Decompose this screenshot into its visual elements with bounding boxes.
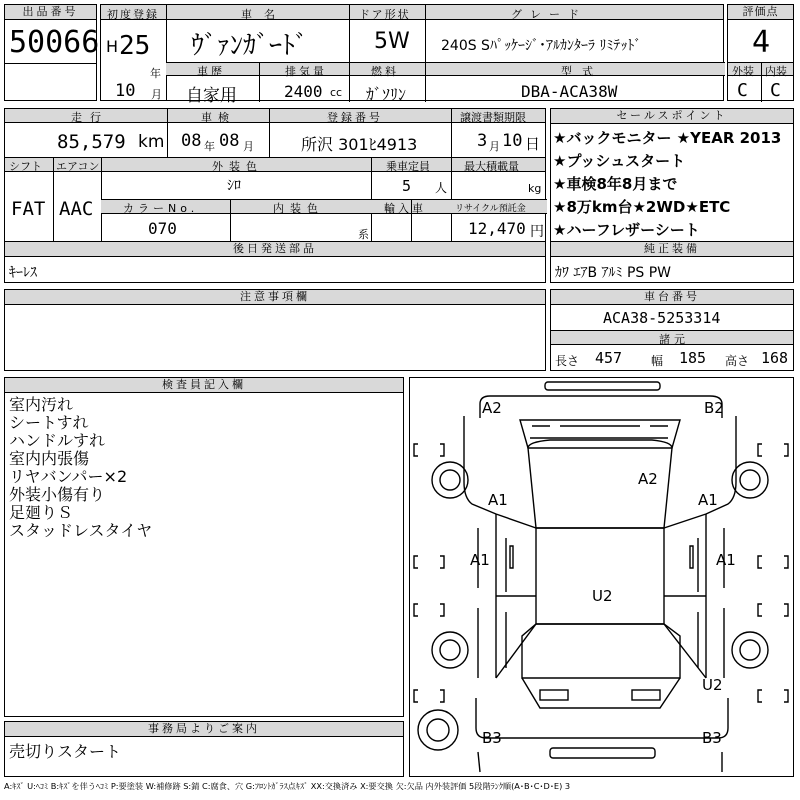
load-unit: kg (528, 182, 542, 195)
score-box (727, 4, 794, 101)
note-7: 足廻りＳ (9, 503, 74, 522)
top-info-box (100, 4, 724, 106)
month: 10 (115, 81, 136, 101)
displacement: 2400 (284, 82, 323, 101)
selling-point-2: ★プッシュスタート (553, 152, 686, 170)
length-label: 長さ (555, 354, 580, 368)
exterior-color: ｼﾛ (227, 178, 241, 194)
deadline-day: 10 (502, 131, 523, 151)
height: 168 (761, 349, 789, 367)
selling-points-box (550, 108, 794, 242)
load-label: 最大積載量 (464, 160, 519, 173)
caution-box (4, 289, 546, 371)
inspector-box (4, 377, 404, 717)
width-label: 幅 (651, 354, 664, 368)
score-label: 評価点 (728, 5, 793, 20)
insp-month-unit: 月 (243, 140, 254, 153)
grade: 240S Sﾊﾟｯｹｰｼﾞ･ｱﾙｶﾝﾀｰﾗ ﾘﾐﾃｯﾄﾞ (441, 38, 642, 54)
fuel-label: 燃料 (371, 65, 399, 78)
caution-label: 注意事項欄 (5, 290, 545, 305)
reg-year-label: 初度登録 (107, 8, 159, 21)
model-label: 型式 (561, 65, 603, 78)
selling-points-label: セールスポイント (551, 109, 793, 124)
damage-a1-right-front: A1 (698, 491, 718, 509)
damage-u2-rear-right: U2 (702, 676, 723, 694)
chassis-label: 車台番号 (551, 290, 793, 305)
car-diagram-svg (410, 378, 793, 776)
displacement-unit: cc (330, 86, 343, 99)
shift: FAT (11, 198, 46, 220)
recycle-label: リサイクル預託金 (455, 204, 526, 214)
inspector-label: 検査員記入欄 (5, 378, 403, 393)
later-parts-label: 後日発送部品 (5, 242, 545, 257)
office-box (4, 721, 404, 777)
deadline-month-unit: 月 (489, 140, 500, 153)
length: 457 (595, 349, 623, 367)
selling-point-3: ★車検8年8月まで (553, 175, 678, 193)
equipment-box (550, 241, 794, 283)
selling-point-4: ★8万km台★2WD★ETC (553, 198, 731, 216)
car-name: ｳﾞｧﾝｶﾞｰﾄﾞ (191, 31, 309, 61)
damage-a2-roof: A2 (638, 470, 658, 488)
capacity-unit: 人 (435, 181, 448, 195)
ac-label: エアコン (56, 160, 100, 173)
note-2: シートすれ (9, 413, 89, 432)
inspector-notes (9, 396, 152, 540)
damage-b2-top-right: B2 (704, 399, 724, 417)
grade-label: グレード (511, 8, 587, 21)
intcolor-label: 内装色 (273, 202, 324, 215)
damage-a1-left-door: A1 (470, 551, 490, 569)
displacement-label: 排気量 (285, 65, 327, 78)
interior-label: 内装 (765, 65, 787, 78)
note-6: 外装小傷有り (9, 485, 106, 504)
later-parts-value: ｷｰﾚｽ (9, 265, 37, 281)
month-unit: 月 (151, 88, 162, 101)
width: 185 (679, 349, 707, 367)
office-label: 事務局よりご案内 (5, 722, 403, 737)
deadline-day-unit: 日 (525, 135, 541, 153)
car-name-label: 車名 (241, 8, 287, 21)
damage-u2-center: U2 (592, 587, 613, 605)
capacity: 5 (402, 177, 412, 195)
dimensions-label: 諸元 (659, 333, 689, 346)
mileage: 85,579 (57, 131, 126, 153)
recycle-unit: 円 (530, 224, 544, 240)
model: DBA-ACA38W (521, 82, 618, 101)
note-8: スタッドレスタイヤ (9, 521, 153, 540)
damage-a1-right-door: A1 (716, 551, 736, 569)
fuel: ｶﾞｿﾘﾝ (366, 85, 407, 104)
ac: AAC (59, 198, 94, 220)
chassis-box (550, 289, 794, 371)
deadline-month: 3 (477, 131, 488, 151)
office-value: 売切りスタート (9, 742, 122, 761)
year: 25 (119, 31, 151, 61)
lot-box (4, 4, 100, 101)
interior-grade: C (770, 80, 781, 101)
insp-month: 08 (219, 131, 240, 151)
mileage-label: 走行 (71, 111, 109, 124)
door: 5W (374, 29, 410, 54)
recycle-fee: 12,470 (468, 219, 526, 238)
plate-number: 所沢 301ﾋ4913 (301, 135, 418, 154)
inspection-label: 車検 (201, 111, 235, 124)
damage-b3-left: B3 (482, 729, 502, 747)
exterior-grade: C (737, 80, 748, 101)
selling-point-5: ★ハーフレザーシート (553, 221, 700, 239)
note-1: 室内汚れ (9, 395, 74, 414)
color-label: 外装色 (212, 160, 263, 173)
intcolor-unit: 系 (358, 228, 369, 241)
color-number: 070 (148, 219, 177, 238)
lot-label: 出品番号 (5, 5, 96, 20)
equipment-label: 純正装備 (551, 242, 793, 257)
history: 自家用 (186, 86, 237, 106)
score: 4 (752, 25, 771, 60)
vehicle-details-box (4, 108, 546, 242)
colorno-label: カラーNo. (123, 202, 199, 215)
exterior-label: 外装 (732, 65, 754, 78)
door-label: ドア形状 (359, 8, 411, 21)
shift-label: シフト (9, 160, 42, 173)
year-unit: 年 (150, 67, 161, 80)
damage-a1-left-front: A1 (488, 491, 508, 509)
import-label: 輸入車 (384, 202, 426, 215)
capacity-label: 乗車定員 (386, 160, 430, 173)
mileage-unit: km (138, 132, 165, 152)
plate-label: 登録番号 (327, 111, 383, 124)
later-parts-box (4, 241, 546, 283)
lot-number: 50066 (9, 25, 100, 60)
note-3: ハンドルすれ (9, 431, 106, 450)
footer-legend: A:ｷｽﾞ U:ﾍｺﾐ B:ｷｽﾞを伴うﾍｺﾐ P:要塗装 W:補修跡 S:錆 C:腐食、穴 G:ﾌﾛﾝﾄｶﾞﾗｽ点ｷｽﾞ XX:交換済み X:要交換 欠:欠品 内外装評価 5段階ﾗﾝｸ順(A･B･C･D･E) 3 (4, 781, 571, 791)
damage-b3-right: B3 (702, 729, 722, 747)
height-label: 高さ (725, 354, 750, 368)
equipment-value: ｶﾜ ｴｱB ｱﾙﾐ PS PW (555, 265, 672, 281)
history-label: 車歴 (197, 65, 225, 78)
insp-year: 08 (181, 131, 202, 151)
era: H (106, 37, 119, 56)
insp-year-unit: 年 (204, 140, 215, 153)
deadline-label: 譲渡書類期限 (460, 111, 526, 124)
chassis-number: ACA38-5253314 (603, 309, 721, 327)
damage-a2-top-left: A2 (482, 399, 502, 417)
note-5: リヤバンパー×2 (9, 467, 128, 486)
note-4: 室内内張傷 (9, 449, 90, 468)
car-diagram (409, 377, 794, 777)
selling-point-1: ★バックモニター ★YEAR 2013 (553, 129, 782, 147)
